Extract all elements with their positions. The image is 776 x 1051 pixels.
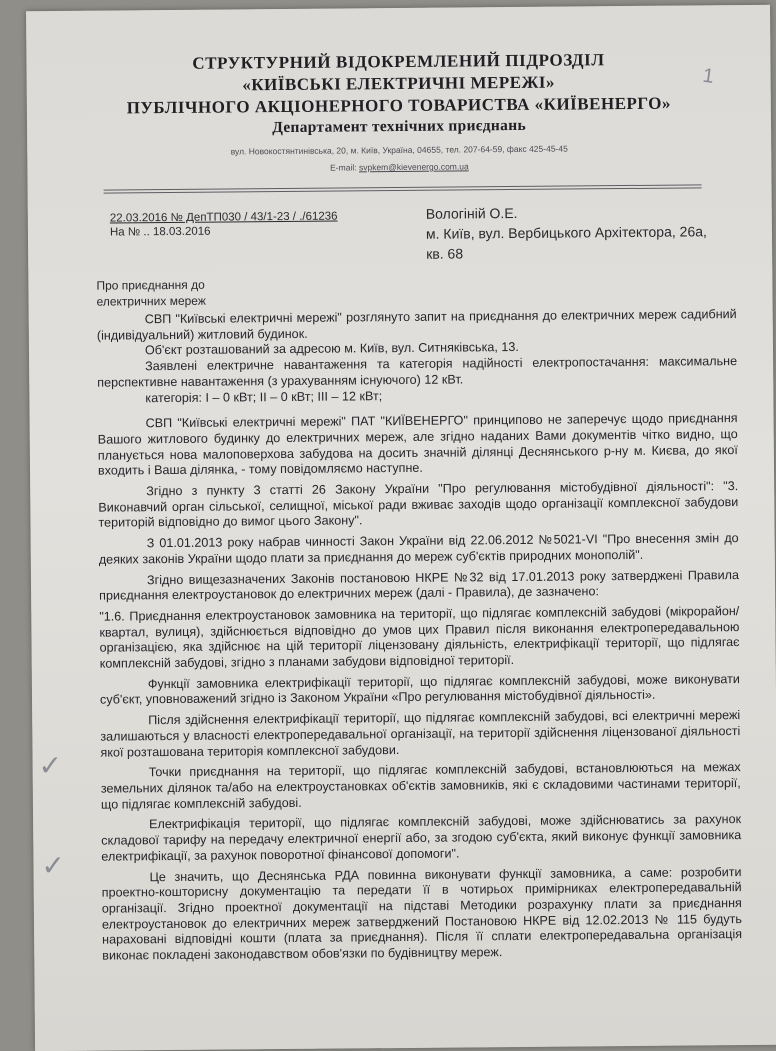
org-title-line1: СТРУКТУРНИЙ ВІДОКРЕМЛЕНИЙ ПІДРОЗДІЛ [192,50,605,73]
body-paragraph: Після здійснення електрифікації території, що підлягає комплексній забудові, всі електричні мережі залишаються у власності електропередавальної організації, на території здійснення ліцензованої діяльності якої розташована територія комплексної забудови. [100,708,741,760]
email-label: E-mail: [330,162,357,173]
incoming-reference: На № .. 18.03.2016 [109,225,211,239]
handwritten-checkmark-icon: ✓ [38,748,63,783]
body-paragraph: "1.6. Приєднання електроустановок замовника на території, що підлягає комплексній забудові (мікрорайон/квартал, вулиця), здійснюється відповідно до умов цих Правил після виконання електропередавальною організацією, яка здійснює на цій території ліцензовану діяльність, електрифікації території, що підлягає комплексній забудові, згідно з планами забудови відповідної території. [99,603,740,671]
body-paragraph: Точки приєднання на території, що підлягає комплексній забудові, встановлюються на межах земельних ділянок та/або на електроустановках об'єктів замовників, які є складовими частинами території, що підлягає комплексній забудові. [100,760,741,812]
subject-line1: Про приєднання до [96,277,205,293]
body-paragraph: Функції замовника електрифікації території, що підлягає комплексній забудові, може виконувати суб'єкт, уповноважений згідно із Законом України «Про регулювання містобудівної діяльності». [99,671,740,708]
outgoing-number: 22.03.2016 № ДепТП030 / 43/1-23 / ./61236 [109,210,338,225]
body-paragraph: СВП "Київські електричні мережі" ПАТ "КИЇВЕНЕРГО" принципово не заперечує щодо приєднання Вашого житлового будинку до електричних мереж, але згідно наданих Вами документів чітко видно, що планується нова малоповерхова забудова на досить значній ділянці Деснянського р-ну м. Києва, до якої входить і Ваша ділянка, - тому повідомляємо наступне. [97,411,738,478]
body-paragraph: Згідно з пункту 3 статті 26 Закону України "Про регулювання містобудівної діяльності": "3. Виконавчий орган сільської, селищної, міської ради вживає заходів щодо організації комплексної забудови територій відповідно до вимог цього Закону". [98,479,739,531]
body-paragraph: Електрифікація території, що підлягає комплексній забудові, може здійснюватись за рахунок складової тарифу на передачу електричної енергії або, за згодою суб'єкта, який виконує функції замовника електрифікації, за рахунок поворотної фінансової допомоги". [101,812,742,864]
recipient-name: Вологіній О.Е. [425,204,518,222]
org-address: вул. Новокостянтинівська, 20, м. Київ, Україна, 04655, тел. 207-64-59, факс 425-45-45 [230,143,568,157]
recipient-address-line1: м. Київ, вул. Вербицького Архітектора, 26а, [425,223,707,242]
body-paragraph: СВП "Київські електричні мережі" розглянуто запит на приєднання до електричних мереж садибний (індивідуальний) житловий будинок. [96,307,737,343]
registration-block [110,210,338,240]
recipient-address-line2: кв. 68 [426,245,464,262]
department-title: Департамент технічних приєднань [272,116,526,137]
email-address: svpkem@kievenergo.com.ua [358,161,469,173]
handwritten-checkmark-icon: ✓ [41,848,66,883]
body-paragraph: З 01.01.2013 року набрав чинності Закон України від 22.06.2012 №5021-VI "Про внесення змін до деяких законів України щодо плати за приєднання до мереж суб'єктів природних монополій". [98,531,739,567]
subject-block [96,277,206,310]
org-title-line2: «КИЇВСЬКІ ЕЛЕКТРИЧНІ МЕРЕЖІ» [242,72,556,95]
body-paragraph: Заявлені електричне навантаження та категорія надійності електропостачання: максимальне перспективне навантаження (з урахуванням існуючого) 12 кВт. [97,354,738,390]
body-paragraph: Це значить, що Деснянська РДА повинна виконувати функції замовника, а саме: розробити проектно-кошторисну документацію та передати її в чотирьох примірниках електропередавальній організації. Згідно проектної документації на підставі Методики розрахунку плати за приєднання електроустановок до електричних мереж затверджений Постановою НКРЕ від 12.02.2013 № 115 будуть нараховані відповідні кошти (плата за приєднання). Після її сплати електропередавальна організація виконає покладені законодавством обов'язки по будівництву мереж. [101,864,743,963]
body-paragraph: Об'єкт розташований за адресою м. Київ, вул. Ситняківська, 13. [144,340,519,358]
body-paragraph: категорія: І – 0 кВт; ІІ – 0 кВт; ІІІ – 12 кВт; [145,388,383,405]
letter-body [97,307,743,969]
handwritten-page-mark: 1 [701,64,716,88]
letter-sheet [26,5,776,1051]
subject-line2: електричних мереж [96,293,206,309]
recipient-block [426,201,707,263]
body-paragraph: Згідно вищезазначених Законів постановою НКРЕ №32 від 17.01.2013 року затверджені Правила приєднання електроустановок до електричних мереж (далі - Правила), де зазначено: [99,567,740,603]
org-email [27,159,771,175]
org-title-line3: ПУБЛІЧНОГО АКЦІОНЕРНОГО ТОВАРИСТВА «КИЇВЕНЕРГО» [126,93,672,118]
